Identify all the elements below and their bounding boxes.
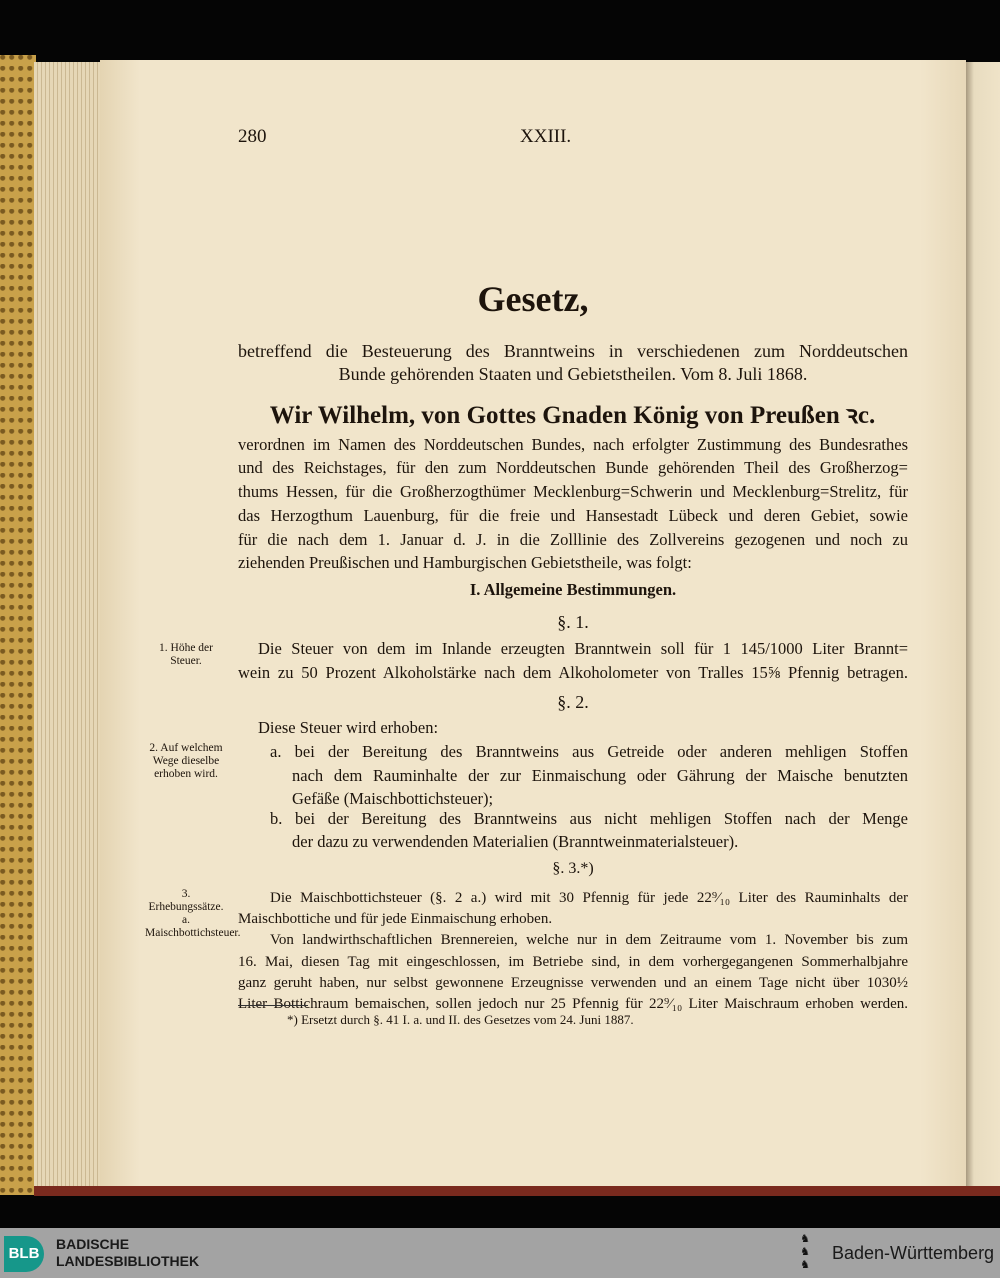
subtitle-line: Bunde gehörenden Staaten und Gebietstheilen. Vom 8. Juli 1868. [338, 364, 808, 384]
margin-note: 2. Auf welchem Wege dieselbe erhoben wird. [149, 742, 223, 780]
paragraph-line: Die Maischbottichsteuer (§. 2 a.) wird mit 30 Pfennig für jede 22⁹⁄₁₀ Liter des Rauminhalts der [270, 890, 908, 906]
paragraph-line: Liter Bottichraum bemaischen, sollen jedoch nur 25 Pfennig für 22⁹⁄₁₀ Liter Maischraum erhoben werden. [238, 996, 908, 1012]
state-logo-text[interactable]: Baden-Württemberg [832, 1243, 995, 1263]
footnote-divider [238, 1005, 308, 1006]
preamble-line: und des Reichstages, für den zum Norddeutschen Bunde gehörenden Theil des Großherzog= [238, 458, 908, 477]
page-number: 280 [238, 126, 267, 147]
list-item-b: der dazu zu verwendenden Materialien (Branntweinmaterialsteuer). [292, 832, 739, 851]
library-name-line: LANDESBIBLIOTHEK [56, 1253, 200, 1269]
preamble-line: das Herzogthum Lauenburg, für die freie und Hansestadt Lübeck und deren Gebiet, sowie [238, 506, 908, 525]
list-item-a: a. bei der Bereitung des Branntweins aus Getreide oder anderen mehligen Stoffen [270, 742, 908, 761]
paragraph-line: Maischbottiche und für jede Einmaischung erhoben. [238, 911, 553, 927]
paragraph-line: wein zu 50 Prozent Alkoholstärke nach dem Alkoholometer von Tralles 15⅝ Pfennig betragen. [238, 663, 908, 682]
paragraph-2-title: §. 2. [557, 692, 589, 712]
next-page-edge [966, 62, 1000, 1190]
book-bottom-edge [34, 1186, 1000, 1196]
list-item-a: Gefäße (Maischbottichsteuer); [292, 789, 494, 808]
book-cover [0, 55, 36, 1195]
preamble-line: ziehenden Preußischen und Hamburgischen Gebietstheile, was folgt: [238, 553, 692, 572]
issue-number: XXIII. [520, 126, 572, 147]
paragraph-1-title: §. 1. [557, 612, 589, 632]
paragraph-line: Diese Steuer wird erhoben: [258, 718, 439, 737]
footer-bar [0, 1228, 1000, 1278]
margin-note: 3. Erhebungssätze. [148, 888, 224, 913]
blb-logo[interactable]: BLB [4, 1236, 44, 1272]
preamble-line: für die nach dem 1. Januar d. J. in die Zolllinie des Zollvereins gezogenen und noch zu [238, 530, 908, 549]
paragraph-line: 16. Mai, diesen Tag mit eingeschlossen, im Betriebe sind, in dem vorhergegangenen Sommerhalbjahre [238, 954, 908, 970]
paragraph-line: Von landwirthschaftlichen Brennereien, welche nur in dem Zeitraume vom 1. November bis zum [270, 932, 908, 948]
list-item-a: nach dem Rauminhalte der zur Einmaischung oder Gährung der Maische benutzten [292, 766, 908, 785]
library-name[interactable] [56, 1236, 199, 1270]
list-item-b: b. bei der Bereitung des Branntweins aus nicht mehligen Stoffen nach der Menge [270, 809, 908, 828]
footnote: *) Ersetzt durch §. 41 I. a. und II. des Gesetzes vom 24. Juni 1887. [287, 1012, 634, 1027]
preamble-line: verordnen im Namen des Norddeutschen Bundes, nach erfolgter Zustimmung des Bundesrathes [238, 435, 908, 454]
paragraph-line: Die Steuer von dem im Inlande erzeugten Branntwein soll für 1 145/1000 Liter Brannt= [258, 639, 908, 658]
lions-crest-icon: ♞ ♞ ♞ [800, 1233, 810, 1271]
document-title: Gesetz, [477, 279, 589, 319]
paragraph-line: ganz geruht haben, nur selbst gewonnene Erzeugnisse verwenden und an einem Tage nicht über 1030½ [238, 975, 908, 991]
margin-note: 1. Höhe der Steuer. [159, 642, 213, 667]
subtitle-line: betreffend die Besteuerung des Branntweins in verschiedenen zum Norddeutschen [238, 341, 908, 361]
paragraph-3-title: §. 3.*) [552, 860, 594, 877]
library-name-line: BADISCHE [56, 1236, 130, 1252]
margin-note: a. Maischbottichsteuer. [145, 914, 241, 939]
preamble-line: thums Hessen, für die Großherzogthümer Mecklenburg=Schwerin und Mecklenburg=Strelitz, für [238, 482, 908, 501]
page-edges [34, 62, 104, 1190]
section-heading: I. Allgemeine Bestimmungen. [469, 580, 677, 599]
proclamation: Wir Wilhelm, von Gottes Gnaden König von Preußen ꝛc. [269, 402, 876, 429]
